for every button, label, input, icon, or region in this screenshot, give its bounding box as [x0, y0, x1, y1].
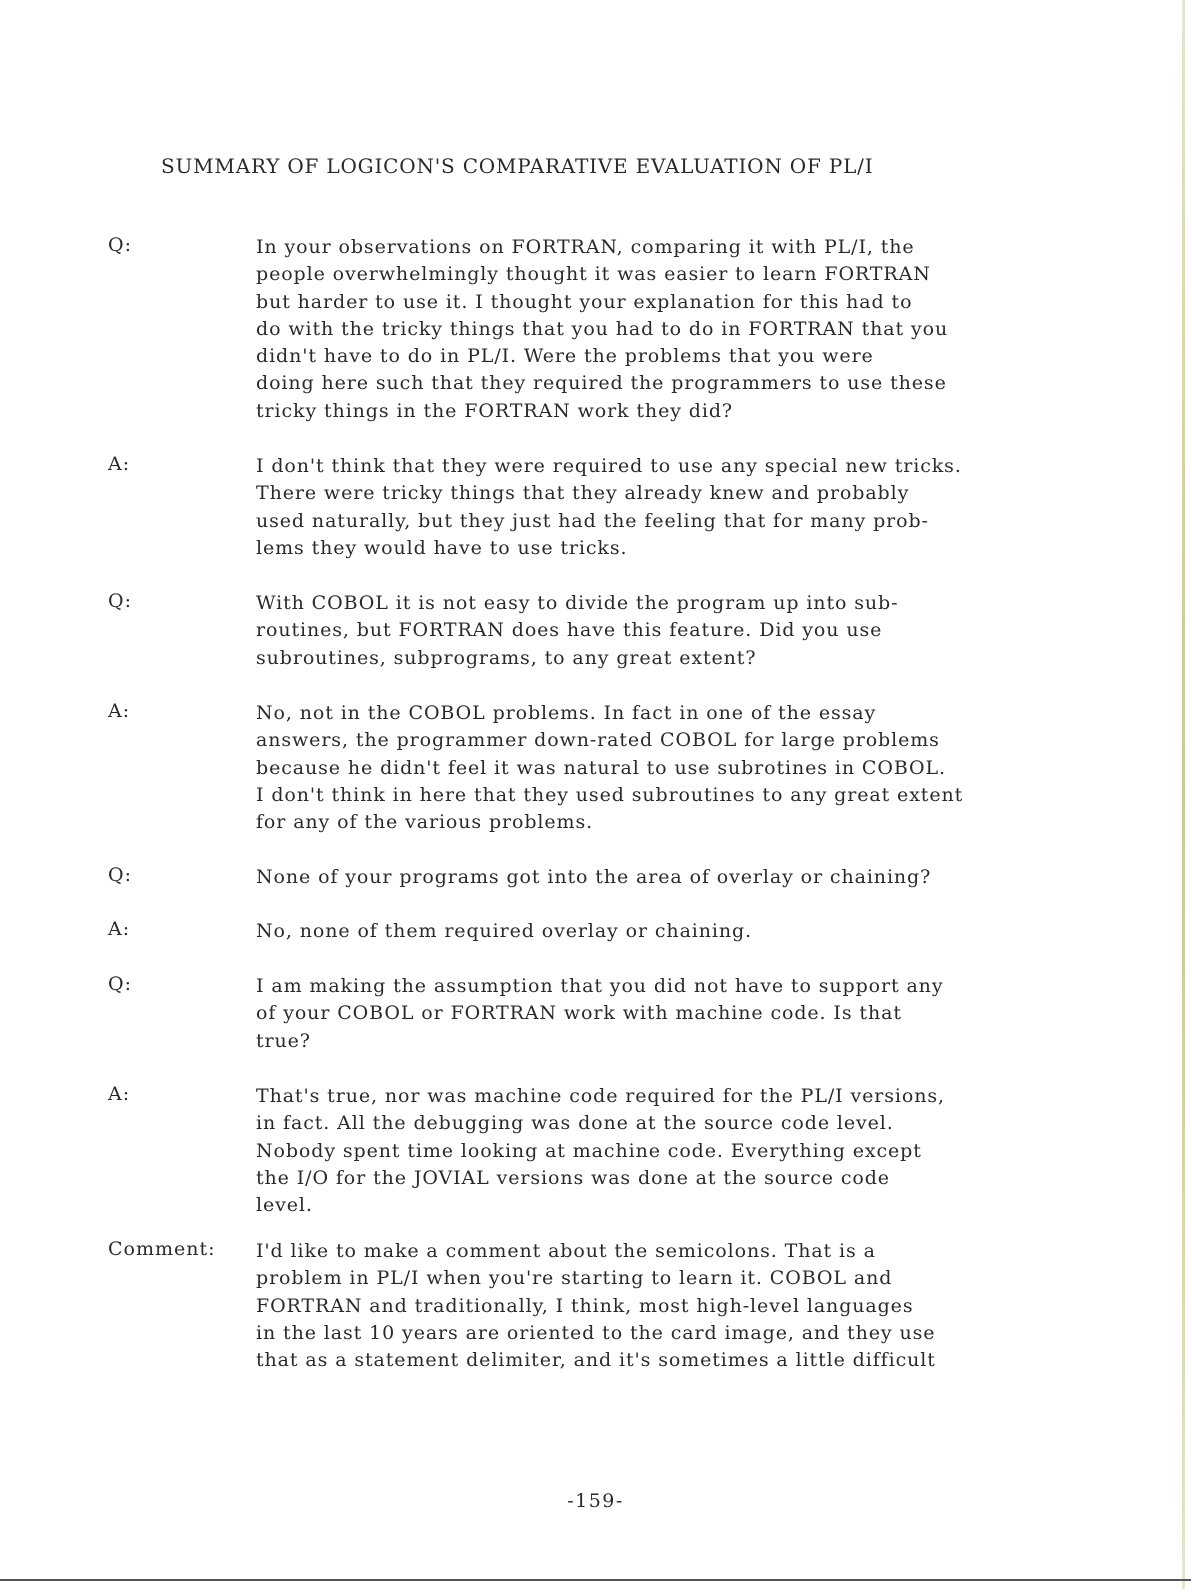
page-bottom-edge [0, 1579, 1191, 1581]
text-line: true? [256, 1029, 311, 1052]
text-line: I don't think that they were required to use any special new tricks. [256, 455, 962, 477]
text-line: in fact. All the debugging was done at the source code level. [256, 1112, 894, 1135]
text-line: No, not in the COBOL problems. In fact in one of the essay [256, 702, 877, 724]
text-line: that as a statement delimiter, and it's sometimes a little difficult [256, 1349, 936, 1372]
text-line: of your COBOL or FORTRAN work with machine code. Is that [256, 1002, 902, 1025]
text-line: No, none of them required overlay or chaining. [256, 920, 753, 942]
entry-label: Q: [108, 973, 132, 995]
text-line: for any of the various problems. [256, 811, 594, 834]
text-line: I am making the assumption that you did not have to support any [256, 975, 944, 997]
text-line: because he didn't feel it was natural to use subrotines in COBOL. [256, 756, 946, 779]
entry-text [256, 234, 1086, 425]
page-title: SUMMARY OF LOGICON'S COMPARATIVE EVALUATION OF PL/I [161, 154, 874, 178]
text-line: problem in PL/I when you're starting to learn it. COBOL and [256, 1267, 893, 1290]
page-edge [1182, 0, 1185, 1589]
text-line: FORTRAN and traditionally, I think, most high-level languages [256, 1294, 914, 1317]
entry-label: A: [108, 918, 131, 940]
text-line: I'd like to make a comment about the semicolons. That is a [256, 1240, 876, 1262]
text-line: doing here such that they required the programmers to use these [256, 372, 947, 395]
entry-label: Comment: [108, 1238, 216, 1260]
text-line: None of your programs got into the area of overlay or chaining? [256, 866, 932, 888]
text-line: answers, the programmer down-rated COBOL for large problems [256, 729, 940, 752]
text-line: but harder to use it. I thought your explanation for this had to [256, 290, 913, 313]
page-number: -159- [567, 1490, 624, 1512]
entry-label: A: [108, 453, 131, 475]
text-line: level. [256, 1194, 313, 1217]
entry-text [256, 864, 1086, 891]
text-line: the I/O for the JOVIAL versions was done at the source code [256, 1166, 890, 1189]
text-line: didn't have to do in PL/I. Were the problems that you were [256, 345, 874, 368]
entry-text [256, 453, 1086, 562]
entry-text [256, 973, 1086, 1055]
entry-text [256, 918, 1086, 945]
text-line: tricky things in the FORTRAN work they did? [256, 399, 733, 422]
text-line: used naturally, but they just had the feeling that for many prob- [256, 509, 929, 532]
entry-label: Q: [108, 590, 132, 612]
entry-text [256, 1238, 1086, 1374]
text-line: subroutines, subprograms, to any great extent? [256, 646, 757, 669]
entry-label: Q: [108, 234, 132, 256]
entry-text [256, 700, 1086, 836]
entry-label: A: [108, 1083, 131, 1105]
text-line: That's true, nor was machine code required for the PL/I versions, [256, 1085, 945, 1107]
text-line: lems they would have to use tricks. [256, 536, 628, 559]
text-line: There were tricky things that they already knew and probably [256, 482, 910, 505]
text-line: do with the tricky things that you had to do in FORTRAN that you [256, 317, 949, 340]
text-line: Nobody spent time looking at machine code. Everything except [256, 1139, 922, 1162]
entry-label: A: [108, 700, 131, 722]
entry-text [256, 1083, 1086, 1219]
entry-label: Q: [108, 864, 132, 886]
text-line: people overwhelmingly thought it was easier to learn FORTRAN [256, 263, 931, 286]
text-line: I don't think in here that they used subroutines to any great extent [256, 783, 964, 806]
text-line: routines, but FORTRAN does have this feature. Did you use [256, 619, 883, 642]
text-line: In your observations on FORTRAN, comparing it with PL/I, the [256, 236, 915, 258]
entry-text [256, 590, 1086, 672]
text-line: in the last 10 years are oriented to the card image, and they use [256, 1321, 936, 1344]
text-line: With COBOL it is not easy to divide the program up into sub- [256, 592, 899, 614]
